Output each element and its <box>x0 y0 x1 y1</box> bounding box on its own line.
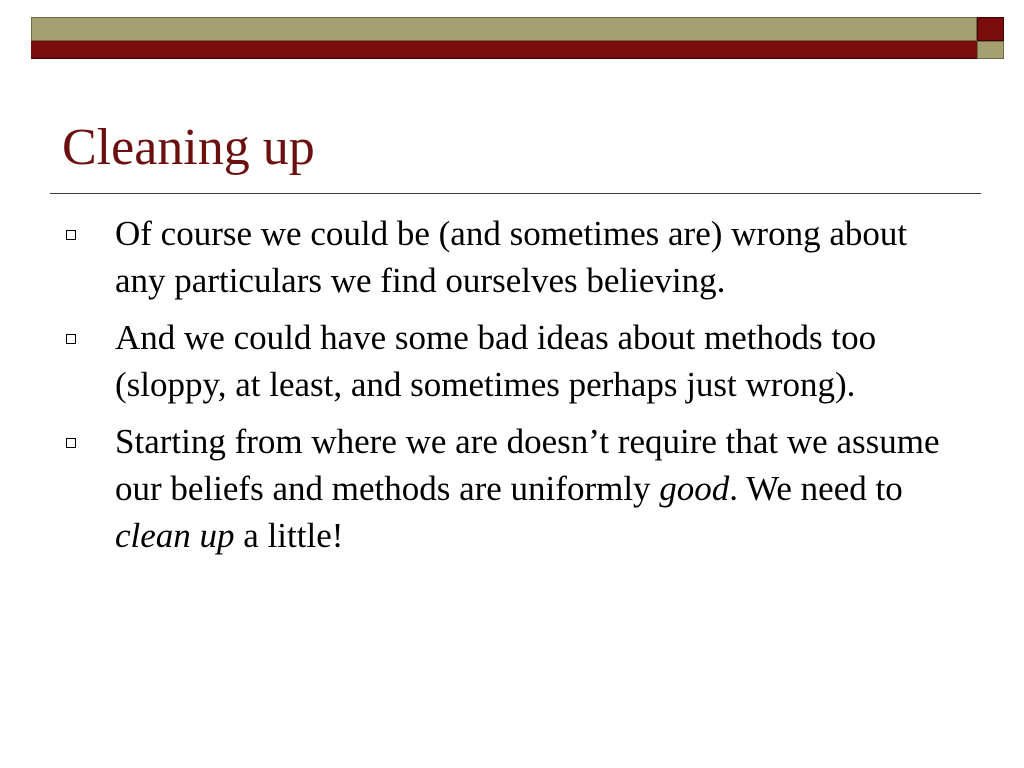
bullet-text: Of course we could be (and sometimes are) wrong about any particulars we find ourselves believing. <box>115 214 908 300</box>
header-maroon-square <box>977 17 1004 41</box>
title-divider <box>50 193 981 194</box>
bullet-text-part: a little! <box>234 516 344 555</box>
hollow-square-icon <box>66 230 76 240</box>
bullet-list <box>0 210 1024 569</box>
header-maroon-bar <box>31 41 977 59</box>
bullet-item <box>0 418 1024 559</box>
emphasis-clean-up: clean up <box>115 516 235 555</box>
bullet-item <box>0 314 1024 408</box>
bullet-text-part: . We need to <box>729 469 903 508</box>
header-olive-square <box>977 41 1004 59</box>
bullet-text: And we could have some bad ideas about methods too (sloppy, at least, and sometimes perhaps just wrong). <box>115 318 877 404</box>
header-olive-bar <box>31 17 977 41</box>
bullet-item <box>0 210 1024 304</box>
bullet-text-part: Starting from where we are doesn’t require that we assume our beliefs and methods are uniformly <box>115 422 940 508</box>
hollow-square-icon <box>66 438 76 448</box>
emphasis-good: good <box>659 469 730 508</box>
bullet-text <box>115 418 964 559</box>
hollow-square-icon <box>66 334 76 344</box>
slide-title: Cleaning up <box>62 119 315 176</box>
header-decoration-band <box>0 0 1024 64</box>
